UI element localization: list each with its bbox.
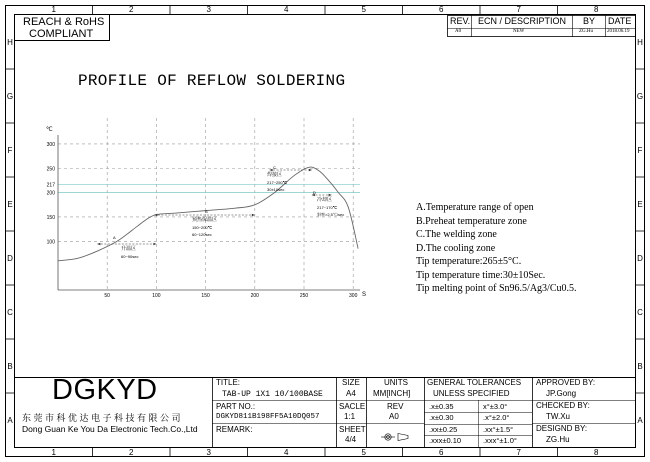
- company-logo: DGKYD: [52, 374, 158, 406]
- approved-label: APPROVED BY:: [536, 378, 596, 387]
- frame-column-number-top: 1: [51, 5, 56, 14]
- frame-row-letter-right: F: [637, 146, 643, 155]
- legend-a: A.Temperature range of open: [416, 202, 534, 213]
- rev-block-value: A0: [389, 412, 399, 421]
- x-tick-label: 150: [201, 293, 210, 299]
- frame-column-number-bottom: 5: [361, 448, 366, 457]
- zone-c-letter: C: [273, 165, 276, 170]
- compliance-line-2: COMPLIANT: [29, 28, 94, 40]
- tolerance-linear-2: .x±0.30: [429, 413, 454, 422]
- frame-row-letter-right: D: [637, 254, 643, 263]
- frame-column-number-bottom: 8: [594, 448, 599, 457]
- tip-melting-point: Tip melting point of Sn96.5/Ag3/Cu0.5.: [416, 283, 577, 294]
- company-name-cn: 东 莞 市 科 优 达 电 子 科 技 有 限 公 司: [22, 413, 181, 423]
- frame-column-number-bottom: 3: [206, 448, 211, 457]
- zone-d-detail: 217~170℃: [317, 205, 338, 210]
- approved-value: JP.Gong: [546, 389, 577, 398]
- frame-column-number-bottom: 6: [439, 448, 444, 457]
- tolerance-angular-1: x°±3.0°: [483, 402, 508, 411]
- frame-column-number-top: 2: [129, 5, 134, 14]
- size-label: SIZE: [342, 378, 360, 387]
- checked-value: TW.Xu: [546, 412, 571, 421]
- y-tick-label: 200: [46, 190, 55, 197]
- frame-column-number-top: 7: [516, 5, 521, 14]
- tip-time: Tip temperature time:30±10Sec.: [416, 269, 546, 281]
- frame-column-number-top: 4: [284, 5, 289, 14]
- frame-column-number-bottom: 7: [516, 448, 521, 457]
- zone-d-name: 冷却区: [317, 197, 333, 203]
- drawing-title: PROFILE OF REFLOW SOLDERING: [78, 72, 346, 90]
- compliance-line-1: REACH & RoHS: [23, 16, 105, 28]
- ecn-value: NEW: [513, 29, 525, 34]
- frame-row-letter-left: A: [7, 416, 13, 425]
- x-tick-label: 50: [104, 293, 110, 299]
- part-no-label: PART NO.:: [216, 402, 256, 411]
- tolerance-linear-4: .xxx±0.10: [429, 436, 462, 445]
- x-unit: S: [362, 292, 367, 298]
- units-value: MM[INCH]: [373, 389, 411, 398]
- ecn-header: ECN / DESCRIPTION: [478, 16, 567, 26]
- title-label: TITLE:: [216, 378, 241, 387]
- zone-c-name: 焊接区: [267, 172, 283, 178]
- checked-label: CHECKED BY:: [536, 401, 590, 410]
- frame-column-number-bottom: 2: [129, 448, 134, 457]
- tolerance-angular-2: .x°±2.0°: [483, 413, 510, 422]
- x-tick-label: 200: [250, 293, 259, 299]
- y-tick-label: 150: [46, 214, 55, 221]
- title-value: TAB-UP 1X1 10/100BASE: [222, 390, 323, 399]
- frame-row-letter-left: C: [7, 308, 13, 317]
- frame-row-letter-right: C: [637, 308, 643, 317]
- frame-column-number-top: 8: [594, 5, 599, 14]
- tolerance-header-1: GENERAL TOLERANCES: [427, 378, 522, 387]
- frame-row-letter-left: B: [7, 362, 13, 371]
- zone-b-letter: B: [205, 209, 208, 214]
- frame-column-number-bottom: 4: [284, 448, 289, 457]
- tolerance-header-2: UNLESS SPECIFIED: [433, 389, 510, 398]
- frame-row-letter-left: G: [6, 92, 14, 101]
- company-name-en: Dong Guan Ke You Da Electronic Tech.Co.,Ltd: [22, 424, 198, 434]
- size-value: A4: [346, 389, 356, 398]
- zone-d-letter: D: [313, 190, 316, 195]
- legend-b: B.Preheat temperature zone: [416, 215, 527, 227]
- part-no-value: DGKYD811B198FF5A10DQ057: [216, 413, 320, 421]
- legend-d: D.The cooling zone: [416, 242, 496, 254]
- zone-b-detail: 150~200℃: [192, 225, 213, 230]
- frame-column-number-top: 6: [439, 5, 444, 14]
- zone-c-detail: 217~250℃: [267, 180, 288, 185]
- frame-column-number-top: 5: [361, 5, 366, 14]
- x-tick-label: 100: [152, 293, 161, 299]
- frame-row-letter-right: H: [637, 38, 643, 47]
- frame-row-letter-right: B: [637, 362, 643, 371]
- y-unit: ℃: [46, 127, 53, 133]
- x-tick-label: 250: [299, 293, 309, 299]
- zone-b-name: 预热保温区: [192, 217, 218, 223]
- y-tick-label: 300: [46, 141, 55, 148]
- frame-row-letter-right: A: [637, 416, 643, 425]
- scale-label: SACLE: [339, 402, 366, 411]
- tip-temperature: Tip temperature:265±5°C.: [416, 256, 522, 267]
- y-tick-label: 217: [46, 182, 55, 189]
- by-header: BY: [583, 16, 596, 26]
- legend-c: C.The welding zone: [416, 229, 497, 240]
- designed-label: DESIGND BY:: [536, 424, 588, 433]
- zone-d-detail-2: 斜率>2.5℃/sec: [317, 212, 345, 217]
- tolerance-angular-3: .xx°±1.5°: [483, 425, 514, 434]
- frame-row-letter-left: D: [7, 254, 13, 263]
- zone-b-detail-2: 60~120sec: [192, 232, 212, 237]
- y-tick-label: 250: [46, 166, 55, 173]
- frame-column-number-top: 3: [206, 5, 211, 14]
- sheet-label: SHEET: [339, 425, 366, 434]
- x-tick-label: 300: [349, 293, 358, 299]
- tolerance-linear-1: .x±0.35: [429, 402, 454, 411]
- frame-row-letter-left: E: [7, 200, 13, 209]
- frame-row-letter-right: G: [636, 92, 644, 101]
- zone-a-detail: 60~90sec: [121, 254, 139, 259]
- frame-row-letter-left: H: [7, 38, 13, 47]
- remark-label: REMARK:: [216, 425, 253, 434]
- zone-c-detail-2: 30±10sec: [267, 187, 285, 192]
- date-header: DATE: [608, 16, 632, 26]
- sheet-value: 4/4: [345, 435, 357, 444]
- tolerance-angular-4: .xxx°±1.0°: [483, 436, 517, 445]
- scale-value: 1:1: [344, 412, 356, 421]
- units-label: UNITS: [384, 378, 408, 387]
- by-value: ZG.Hu: [579, 29, 594, 34]
- rev-label: REV: [387, 402, 404, 411]
- zone-a-name: 升温区: [121, 246, 137, 252]
- y-tick-label: 100: [46, 239, 55, 246]
- frame-column-number-bottom: 1: [51, 448, 56, 457]
- rev-header: REV.: [450, 16, 471, 26]
- rev-value: A0: [455, 29, 462, 34]
- tolerance-linear-3: .xx±0.25: [429, 425, 458, 434]
- frame-row-letter-left: F: [7, 146, 13, 155]
- date-value: 2018.06.19: [607, 29, 630, 34]
- zone-a-letter: A: [113, 235, 116, 240]
- frame-row-letter-right: E: [637, 200, 643, 209]
- projection-symbol: [381, 434, 408, 441]
- designed-value: ZG.Hu: [546, 435, 570, 444]
